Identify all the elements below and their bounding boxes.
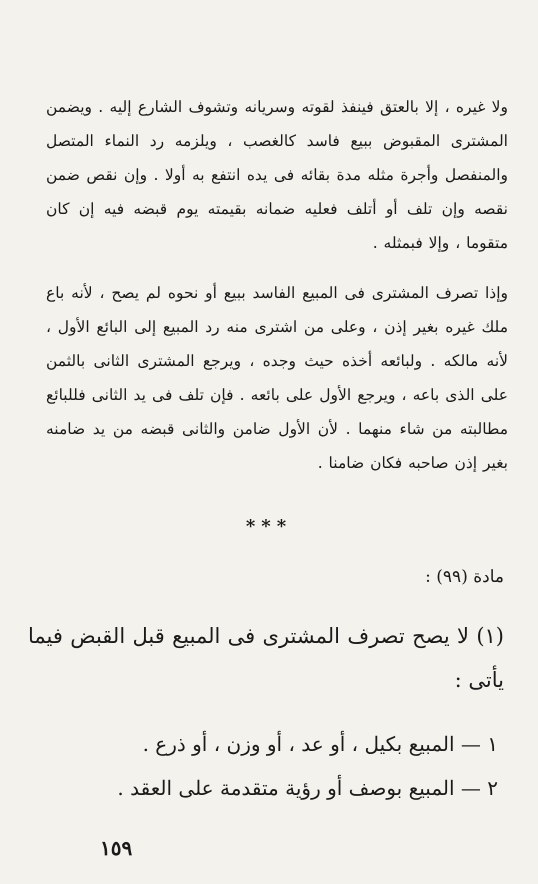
paragraph-3: (١) لا يصح تصرف المشترى فى المبيع قبل القبض فيما يأتى : bbox=[28, 624, 504, 692]
list-item-2: ٢ — المبيع بوصف أو رؤية متقدمة على العقد . bbox=[117, 776, 498, 800]
paragraph-2: وإذا تصرف المشترى فى المبيع الفاسد ببيع أو نحوه لم يصح ، لأنه باع ملك غيره بغير إذن ، وعلى من اشترى منه رد المبيع إلى البائع الأول ، لأنه مالكه . ولبائعه أخذه حيث وجده ، ويرجع المشترى الثانى بالثمن على الذى باعه ، ويرجع الأول على بائعه . فإن تلف فى يد الثانى فللبائع مطالبته من شاء منهما . لأن الأول ضامن والثانى قبضه من يد ضامنه بغير إذن صاحبه فكان ضامنا . bbox=[46, 284, 508, 472]
list-item-1: ١ — المبيع بكيل ، أو عد ، أو وزن ، أو ذرع . bbox=[142, 732, 498, 756]
article-heading: مادة (٩٩) : bbox=[425, 567, 504, 587]
page-number: ١٥٩ bbox=[100, 836, 133, 860]
paragraph-1: ولا غيره ، إلا بالعتق فينفذ لقوته وسريانه وتشوف الشارع إليه . ويضمن المشترى المقبوض ببيع فاسد كالغصب ، ويلزمه رد النماء المتصل والمنفصل وأجرة مثله مدة بقائه فى يده انتفع به أولا . وإن نقص ضمن نقصه وإن تلف أو أتلف فعليه ضمانه بقيمته يوم قبضه فيه إن كان متقوما ، وإلا فبمثله . bbox=[46, 98, 508, 252]
section-separator: *** bbox=[245, 516, 293, 537]
